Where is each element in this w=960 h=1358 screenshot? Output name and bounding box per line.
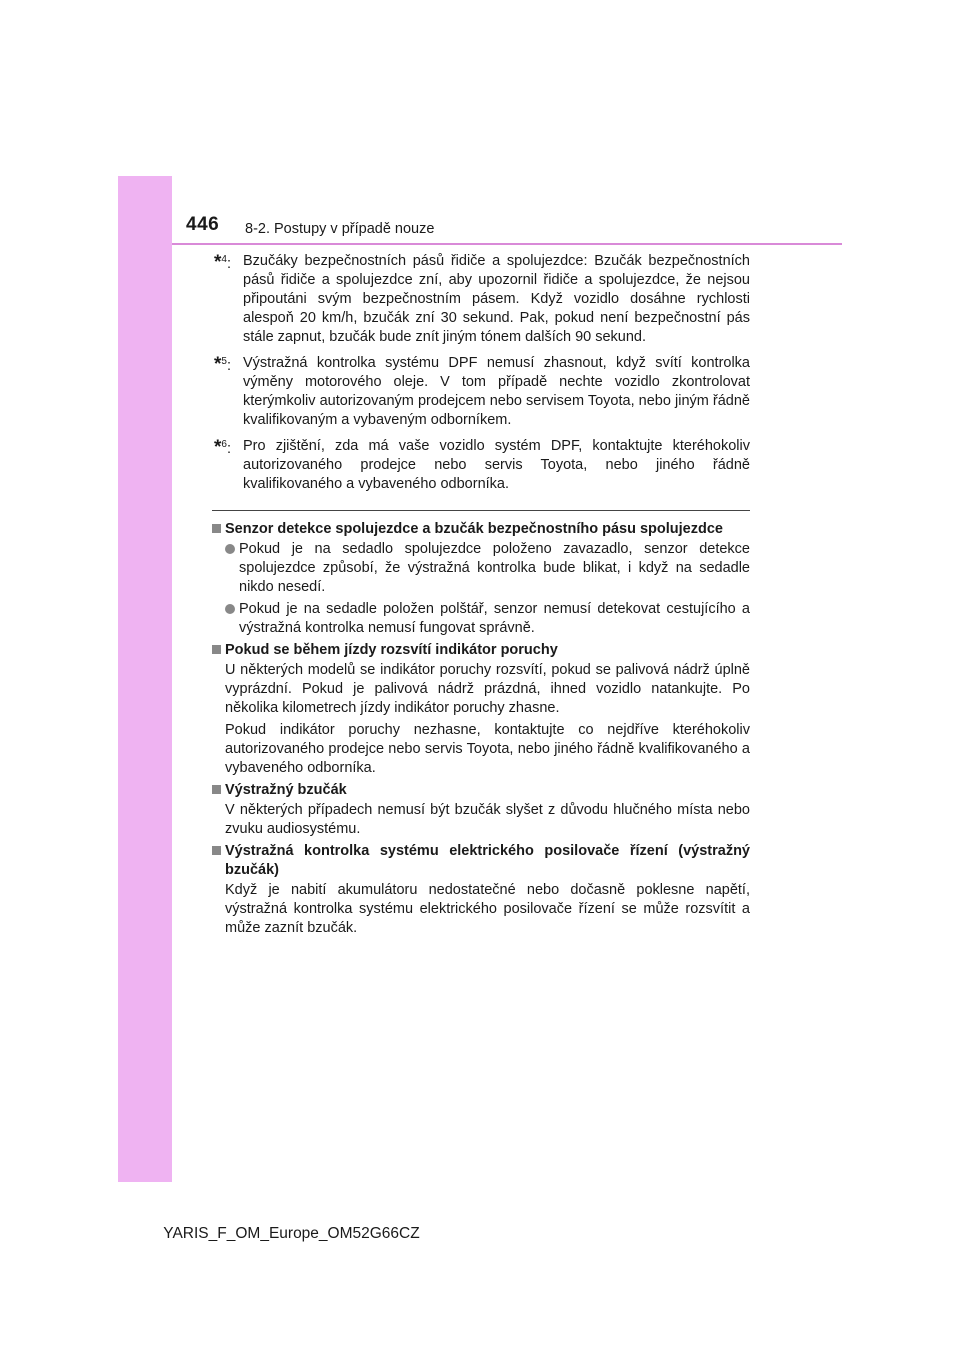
circle-bullet-icon: [225, 544, 235, 554]
section-heading: Senzor detekce spolujezdce a bzučák bezpečnostního pásu spolujezdce: [212, 520, 750, 539]
footnote-mark: *$^4$:: [214, 251, 231, 273]
square-bullet-icon: [212, 785, 221, 794]
square-bullet-icon: [212, 524, 221, 533]
footnote-4: [212, 252, 750, 347]
footnote-mark: *$^5$:: [214, 353, 231, 375]
header-rule: [172, 243, 842, 245]
footnote-text: Bzučáky bezpečnostních pásů řidiče a spolujezdce: Bzučák bezpečnostních pásů řidiče a spolujezdce zní, aby upozornil řidiče a spolujezdce, že nejsou připoutáni svým bezpečnostním pásem. Když vozidlo dosáhne rychlosti alespoň 20 km/h, bzučák zní 30 sekund. Pak, pokud není bezpečnostní pás stále zapnut, bzučák bude znít jiným tónem dalších 90 sekund.: [243, 253, 750, 345]
square-bullet-icon: [212, 645, 221, 654]
section-divider: [212, 510, 750, 511]
section-heading: Výstražný bzučák: [212, 781, 750, 800]
list-item: Pokud je na sedadle položen polštář, senzor nemusí detekovat cestujícího a výstražná kontrolka nemusí fungovat správně.: [212, 600, 750, 638]
paragraph: U některých modelů se indikátor poruchy rozsvítí, pokud se palivová nádrž úplně vyprázdní. Pokud je palivová nádrž prázdná, ihned vozidlo natankujte. Po několika kilometrech jízdy indikátor poruchy zhasne.: [225, 662, 750, 716]
page-content: [212, 252, 750, 941]
footnote-text: Výstražná kontrolka systému DPF nemusí zhasnout, když svítí kontrolka výměny motorového oleje. V tom případě nechte vozidlo zkontrolovat kterýmkoliv autorizovaným prodejcem nebo servisem Toyota, nebo jiným řádně kvalifikovaným a vybaveným odborníkem.: [243, 355, 750, 428]
footnote-mark: *$^6$:: [214, 436, 231, 458]
paragraph: V některých případech nemusí být bzučák slyšet z důvodu hlučného místa nebo zvuku audiosystému.: [225, 802, 750, 837]
page-number: 446: [186, 214, 220, 235]
document-code: YARIS_F_OM_Europe_OM52G66CZ: [163, 1225, 420, 1242]
footnote-5: [212, 354, 750, 430]
footnote-6: [212, 437, 750, 494]
section-heading: Pokud se během jízdy rozsvítí indikátor poruchy: [212, 641, 750, 660]
square-bullet-icon: [212, 846, 221, 855]
footnote-text: Pro zjištění, zda má vaše vozidlo systém DPF, kontaktujte kteréhokoliv autorizovaného prodejce nebo servis Toyota, nebo jiného řádně kvalifikovaného a vybaveného odborníka.: [243, 438, 750, 492]
circle-bullet-icon: [225, 604, 235, 614]
paragraph: Pokud indikátor poruchy nezhasne, kontaktujte co nejdříve kteréhokoliv autorizovaného prodejce nebo servis Toyota, nebo jiného řádně kvalifikovaného a vybaveného odborníka.: [225, 722, 750, 776]
section-title: 8-2. Postupy v případě nouze: [245, 221, 435, 237]
paragraph: Když je nabití akumulátoru nedostatečné nebo dočasně poklesne napětí, výstražná kontrolka systému elektrického posilovače řízení se může rozsvítit a může zaznít bzučák.: [225, 882, 750, 936]
list-item: Pokud je na sedadlo spolujezdce položeno zavazadlo, senzor detekce spolujezdce způsobí, že výstražná kontrolka bude blikat, i když na sedadle nikdo nesedí.: [212, 540, 750, 597]
section-heading: Výstražná kontrolka systému elektrického posilovače řízení (výstražný bzučák): [212, 842, 750, 880]
chapter-tab-band: [118, 176, 172, 1182]
